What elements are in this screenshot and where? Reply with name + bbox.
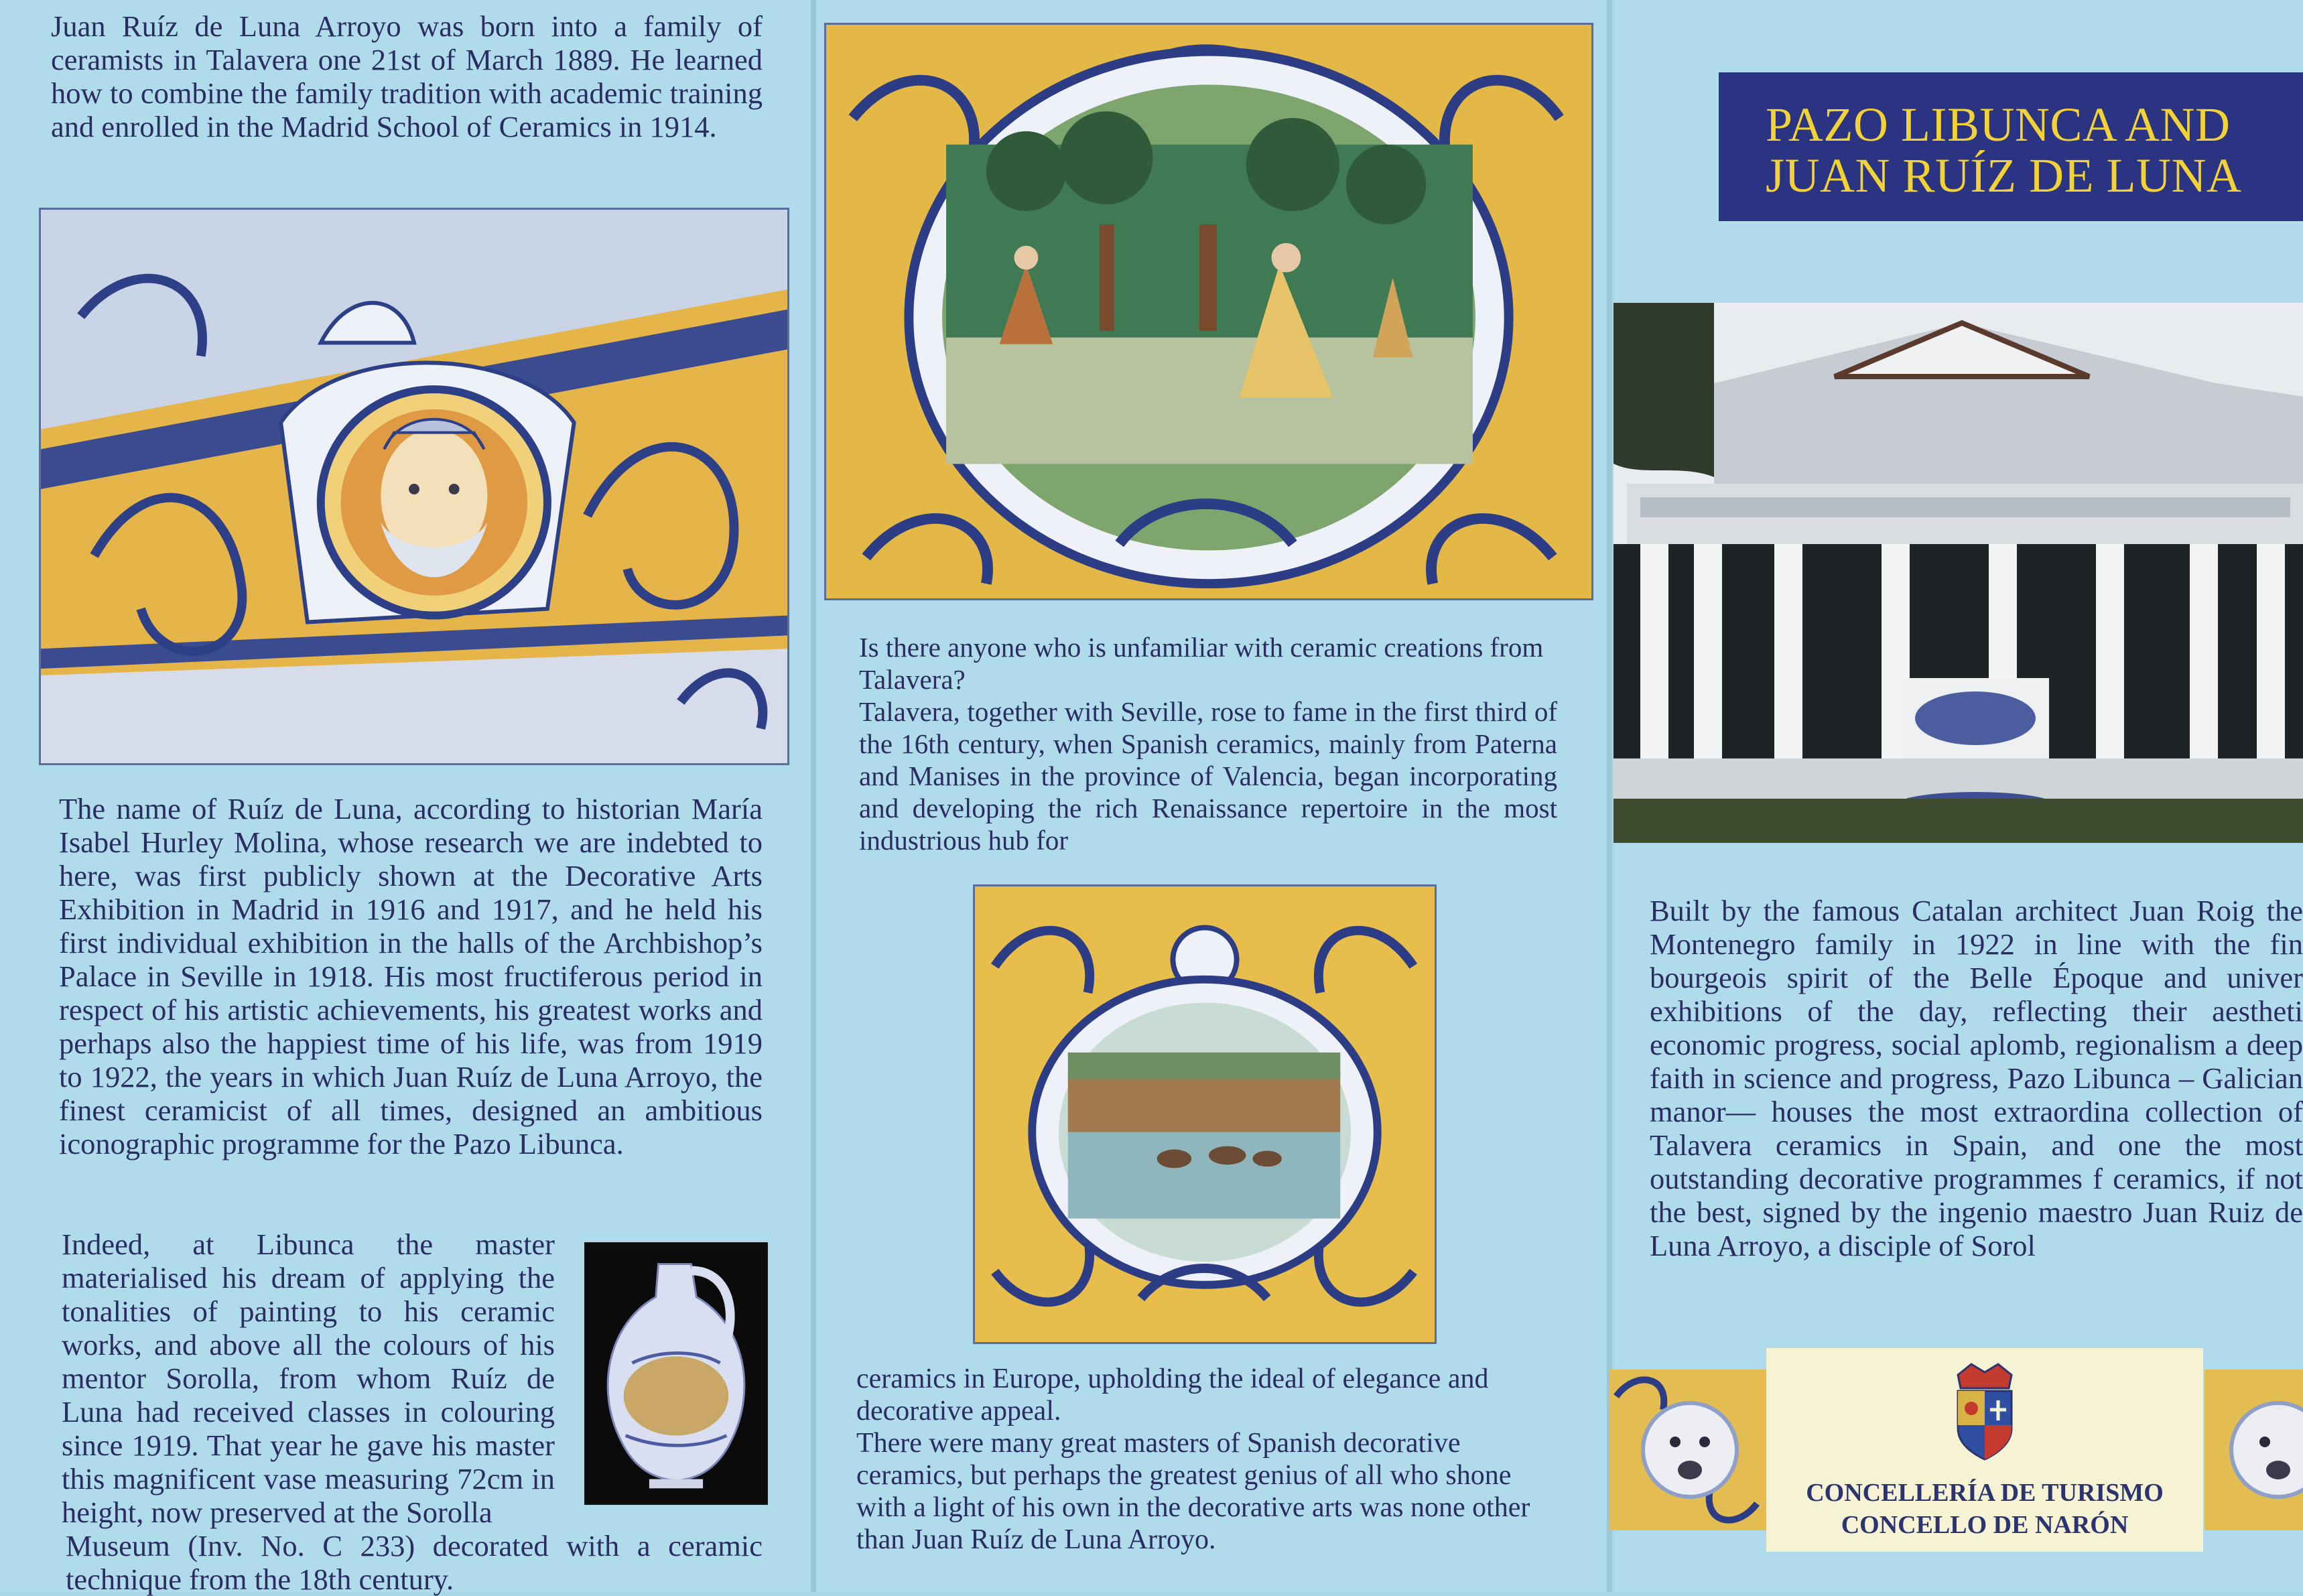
title-banner — [1719, 72, 2303, 221]
org-name-line-2: CONCELLO DE NARÓN — [1841, 1511, 2129, 1539]
masters-text: There were many great masters of Spanish decorative ceramics, but perhaps the greatest genius of all who shone with a light of his own in the decorative arts was none other than Juan Ruíz de Luna Arroyo. — [856, 1428, 1530, 1555]
vase-image — [584, 1242, 768, 1505]
question-text: Is there anyone who is unfamiliar with ceramic creations from Talavera? — [859, 632, 1544, 695]
org-name-line-1: CONCELLERÍA DE TURISMO — [1806, 1479, 2164, 1507]
tourism-logo-box — [1766, 1348, 2203, 1552]
coat-of-arms-icon — [1949, 1361, 2021, 1462]
fold-line — [1607, 0, 1612, 1592]
tile-pastoral-image — [824, 23, 1593, 600]
question-paragraph — [859, 631, 1557, 856]
libunca-end-text: Museum (Inv. No. C 233) decorated with a ceramic technique from the 18th century. — [66, 1529, 763, 1596]
intro-text: Juan Ruíz de Luna Arroyo was born into a family of ceramists in Talavera one 21st of March 1889. He learned how to combine the family tradition with academic training and enrolled in the Madrid School of Ceramics in 1914. — [51, 9, 763, 143]
tile-mask-image — [2205, 1370, 2303, 1530]
europe-text: ceramics in Europe, upholding the ideal of elegance and decorative appeal. — [856, 1364, 1489, 1426]
europe-paragraph — [856, 1363, 1547, 1556]
tile-portrait-image — [39, 208, 789, 765]
tile-river-image — [973, 884, 1437, 1344]
libunca-paragraph — [62, 1227, 555, 1529]
fold-line — [811, 0, 816, 1592]
history-text: The name of Ruíz de Luna, according to historian María Isabel Hurley Molina, whose research we are indebted to here, was first publicly shown at the Decorative Arts Exhibition in Madrid in 1916 and 1917, and he held his first individual exhibition in the halls of the Archbishop’s Palace in Seville in 1918. His most fructiferous period in respect of his artistic achievements, his greatest works and perhaps also the happiest time of his life, was from 1919 to 1922, the years in which Juan Ruíz de Luna Arroyo, the finest ceramicist of all times, designed an ambitious iconographic programme for the Pazo Libunca. — [59, 792, 763, 1160]
libunca-paragraph-end — [66, 1529, 763, 1596]
description-paragraph — [1650, 894, 2303, 1262]
talavera-text: Talavera, together with Seville, rose to fame in the first third of the 16th century, when Spanish ceramics, mainly from Paterna and Manises in the province of Valencia, began incorporating and developing the rich Renaissance repertoire in the most industrious hub for — [859, 696, 1557, 856]
description-text: Built by the famous Catalan architect Juan Roig the Montenegro family in 1922 in line with the fin bourgeois spirit of the Belle Époque and univer exhibitions of the day, reflecting their aestheti economic progress, social aplomb, regionalism a deep faith in science and progress, Pazo Libunca – Galician manor— houses the most extraordina collection of Talavera ceramics in Spain, and one the most outstanding decorative programmes f ceramics, if not the best, signed by the ingenio maestro Juan Ruiz de Luna Arroyo, a disciple of Sorol — [1650, 894, 2303, 1262]
tile-mask-image — [1609, 1370, 1766, 1530]
title-line-1: PAZO LIBUNCA AND — [1766, 98, 2231, 151]
libunca-text: Indeed, at Libunca the master materialised his dream of applying the tonalities of painting to his ceramic works, and above all the colours of his mentor Sorolla, from whom Ruíz de Luna had received classes in colouring since 1919. That year he gave his master this magnificent vase measuring 72cm in height, now preserved at the Sorolla — [62, 1227, 555, 1529]
title-line-2: JUAN RUÍZ DE LUNA — [1766, 149, 2242, 202]
history-paragraph — [59, 792, 763, 1160]
intro-paragraph — [51, 9, 763, 143]
pazo-building-image — [1614, 303, 2303, 843]
